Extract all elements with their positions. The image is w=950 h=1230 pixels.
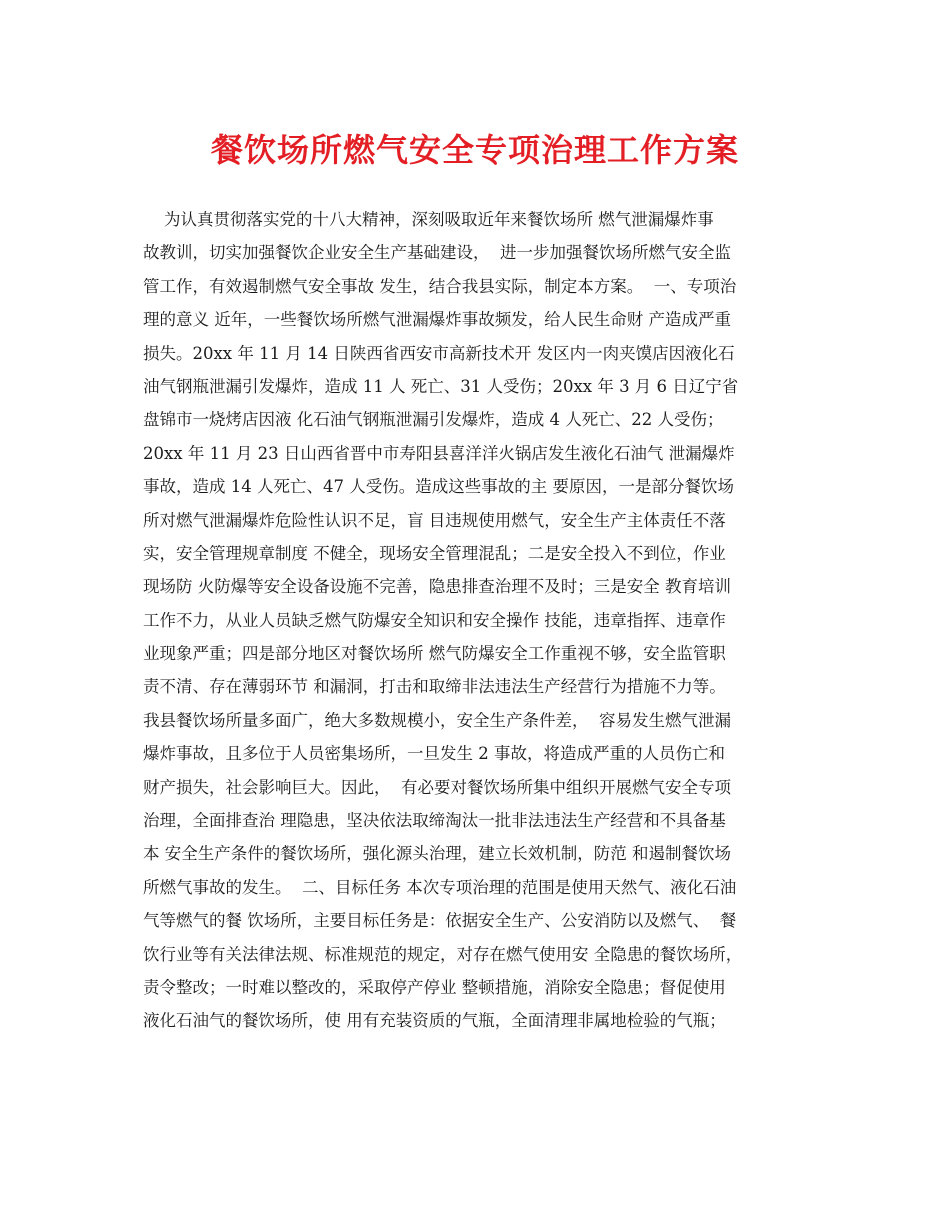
- document-title: 餐饮场所燃气安全专项治理工作方案: [210, 131, 739, 169]
- body-line: 油气钢瓶泄漏引发爆炸，造成 11 人 死亡、31 人受伤；20xx 年 3 月 6 日辽宁省: [143, 376, 739, 396]
- body-line: 为认真贯彻落实党的十八大精神，深刻吸取近年来餐饮场所 燃气泄漏爆炸事: [143, 210, 714, 229]
- body-line: 现场防 火防爆等安全设备设施不完善，隐患排查治理不及时；三是安全 教育培训: [143, 577, 731, 597]
- body-line: 业现象严重；四是部分地区对餐饮场所 燃气防爆安全工作重视不够，安全监管职: [143, 644, 726, 664]
- body-line: 所燃气事故的发生。 二、目标任务 本次专项治理的范围是使用天然气、液化石油: [143, 877, 737, 897]
- body-line: 饮行业等有关法律法规、标准规范的规定，对存在燃气使用安 全隐患的餐饮场所，: [143, 944, 743, 964]
- body-line: 理的意义 近年，一些餐饮场所燃气泄漏爆炸事故频发，给人民生命财 产造成严重: [143, 310, 731, 330]
- body-line: 责令整改；一时难以整改的，采取停产停业 整顿措施，消除安全隐患；督促使用: [143, 977, 726, 997]
- body-line: 事故，造成 14 人死亡、47 人受伤。造成这些事故的主 要原因，一是部分餐饮场: [143, 477, 734, 497]
- body-line: 气等燃气的餐 饮场所，主要目标任务是：依据安全生产、公安消防以及燃气、 餐: [143, 911, 737, 931]
- body-line: 管工作，有效遏制燃气安全事故 发生，结合我县实际，制定本方案。 一、专项治: [143, 276, 737, 296]
- body-line: 财产损失，社会影响巨大。因此， 有必要对餐饮场所集中组织开展燃气安全专项: [143, 777, 731, 797]
- body-line: 责不清、存在薄弱环节 和漏洞，打击和取缔非法违法生产经营行为措施不力等。: [143, 677, 726, 697]
- body-line: 20xx 年 11 月 23 日山西省晋中市寿阳县喜洋洋火锅店发生液化石油气 泄漏爆炸: [143, 443, 735, 463]
- body-line: 工作不力，从业人员缺乏燃气防爆安全知识和安全操作 技能，违章指挥、违章作: [143, 610, 726, 630]
- body-line: 本 安全生产条件的餐饮场所，强化源头治理，建立长效机制，防范 和遏制餐饮场: [143, 844, 731, 864]
- body-line: 爆炸事故，且多位于人员密集场所，一旦发生 2 事故，将造成严重的人员伤亡和: [143, 744, 725, 764]
- body-line: 故教训，切实加强餐饮企业安全生产基础建设， 进一步加强餐饮场所燃气安全监: [143, 243, 731, 263]
- body-line: 我县餐饮场所量多面广，绝大多数规模小，安全生产条件差， 容易发生燃气泄漏: [143, 710, 731, 730]
- document-body: [143, 203, 813, 1038]
- body-line: 所对燃气泄漏爆炸危险性认识不足，盲 目违规使用燃气，安全生产主体责任不落: [143, 510, 726, 530]
- body-line: 盘锦市一烧烤店因液 化石油气钢瓶泄漏引发爆炸，造成 4 人死亡、22 人受伤；: [143, 410, 724, 430]
- body-line: 损失。20xx 年 11 月 14 日陕西省西安市高新技术开 发区内一肉夹馍店因液化石: [143, 343, 735, 363]
- body-line: 液化石油气的餐饮场所，使 用有充装资质的气瓶，全面清理非属地检验的气瓶；: [143, 1011, 726, 1031]
- body-line: 实，安全管理规章制度 不健全，现场安全管理混乱；二是安全投入不到位，作业: [143, 543, 726, 563]
- body-line: 治理，全面排查治 理隐患，坚决依法取缔淘汰一批非法违法生产经营和不具备基: [143, 811, 726, 831]
